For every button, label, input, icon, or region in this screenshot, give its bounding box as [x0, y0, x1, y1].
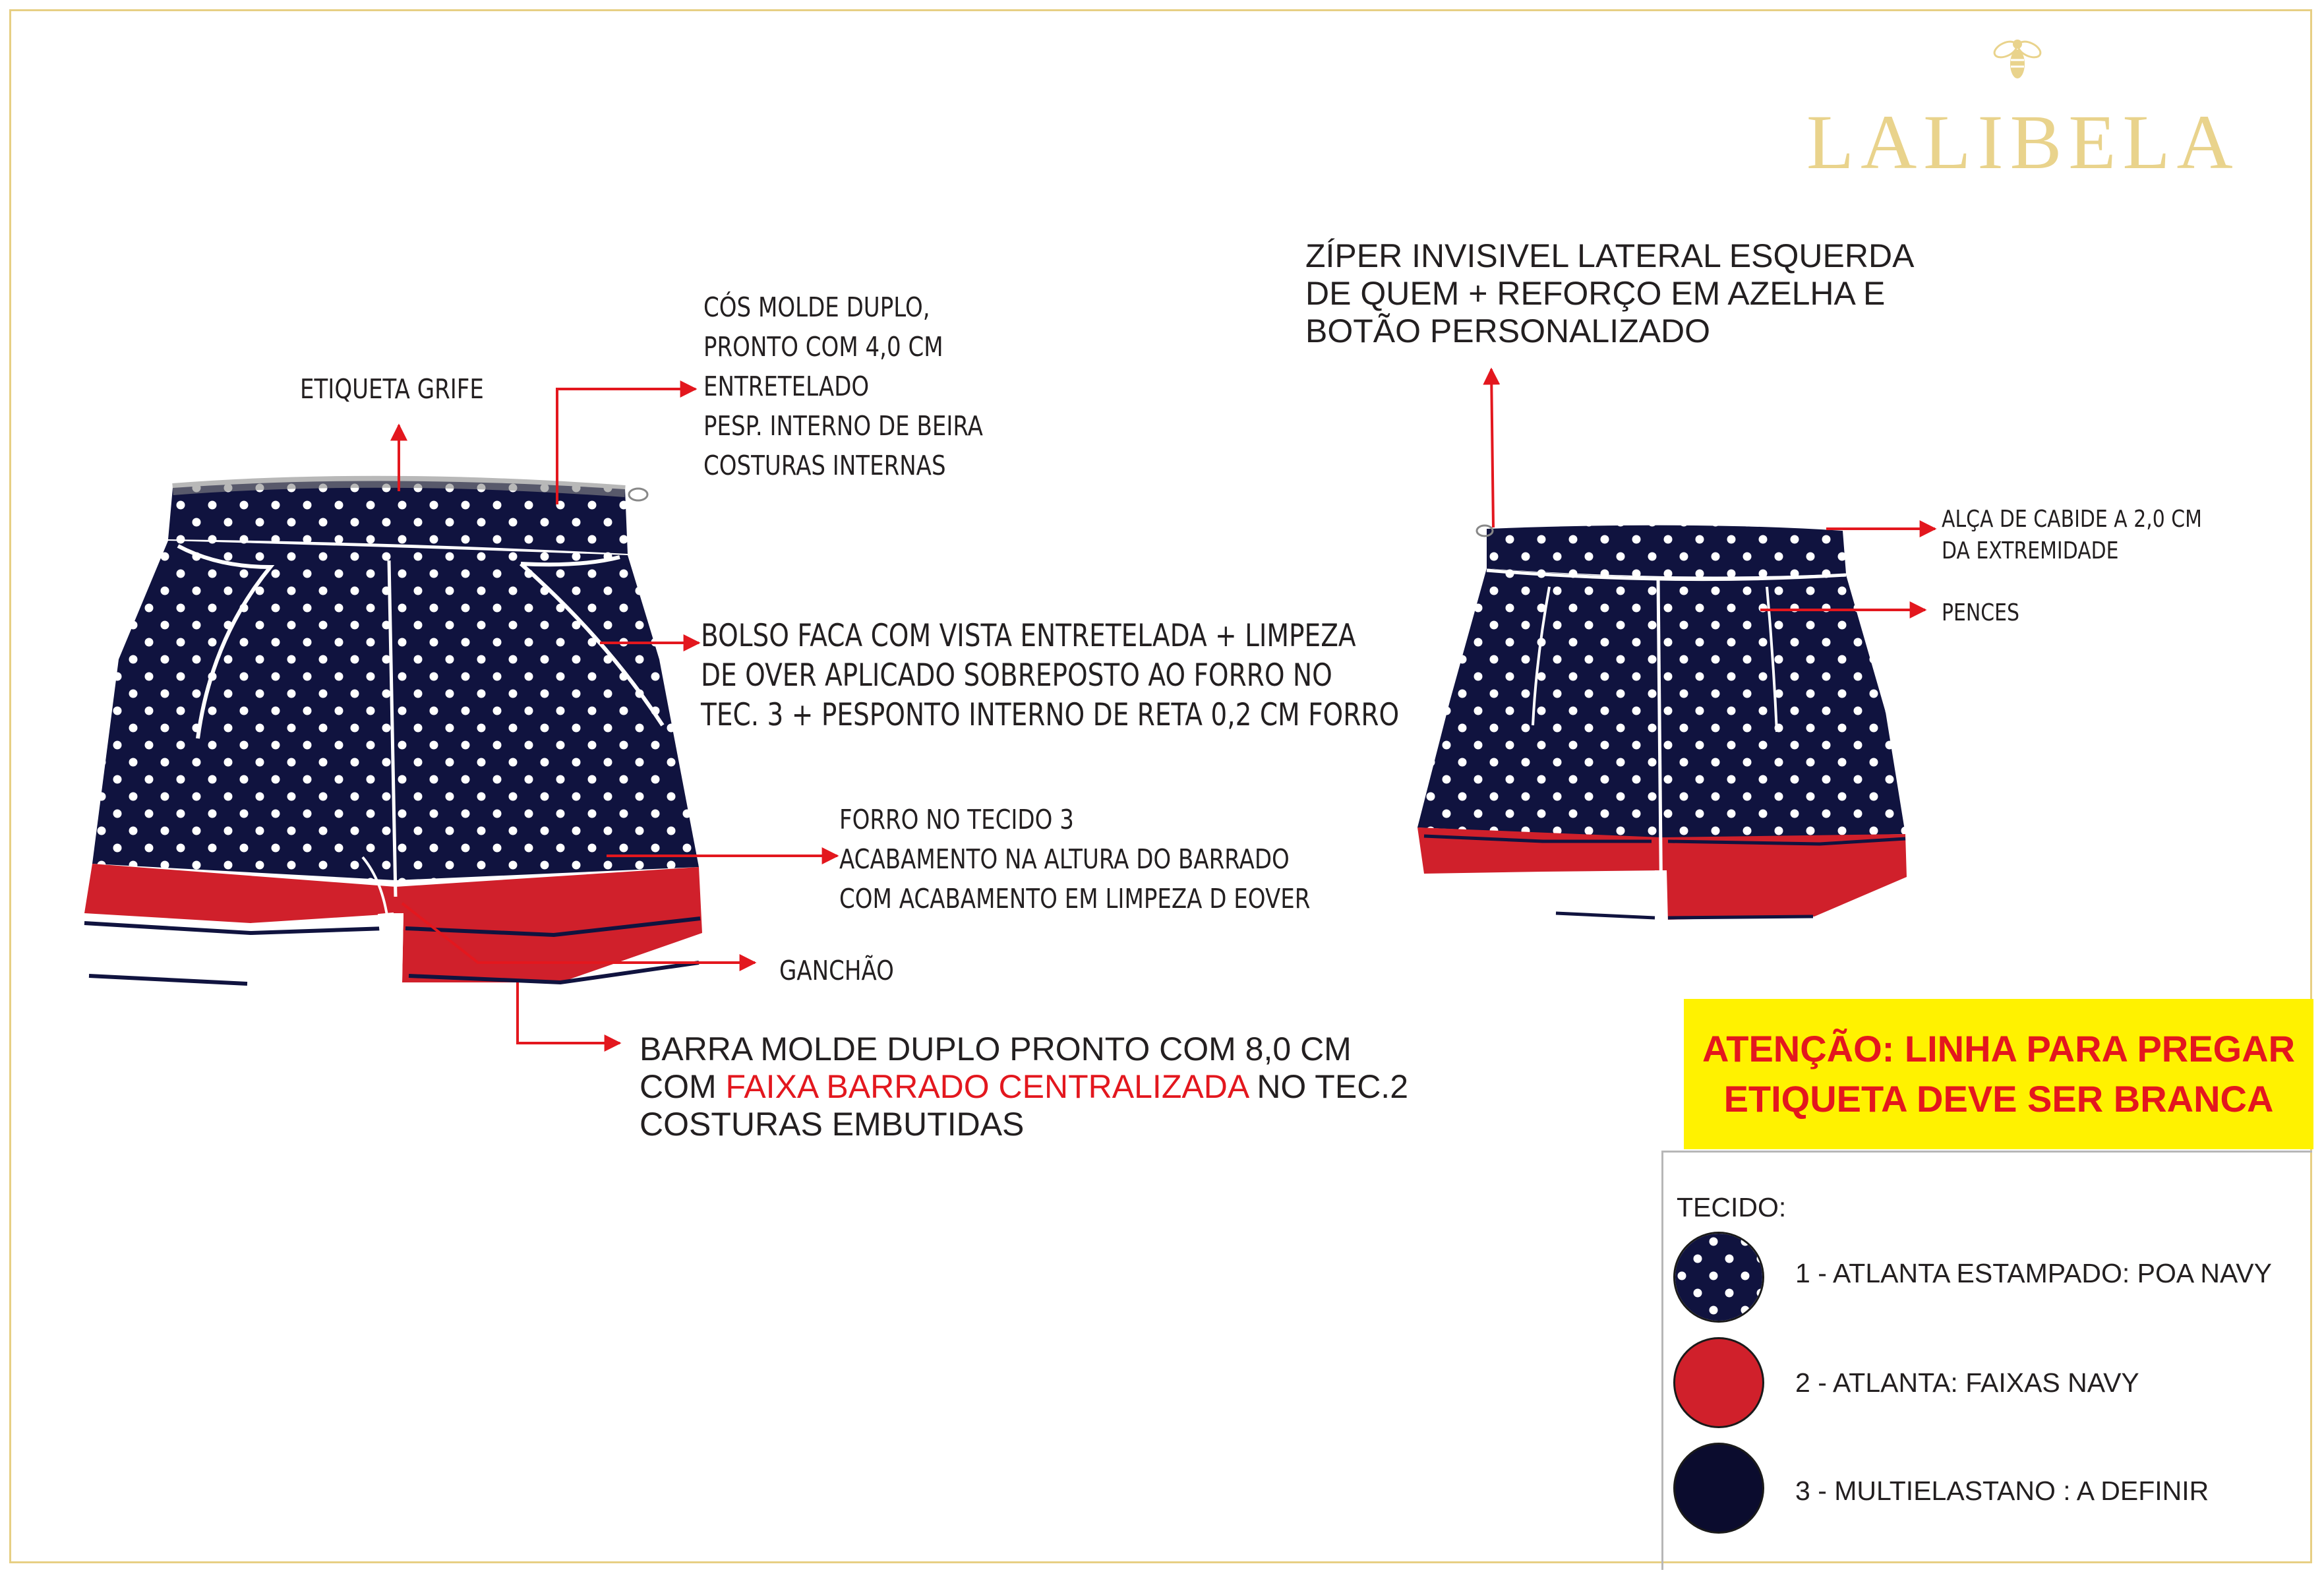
legend-item-3: 3 - MULTIELASTANO : A DEFINIR [1795, 1476, 2209, 1506]
label-ganchao: GANCHÃO [779, 955, 894, 986]
back-shorts-drawing [1417, 525, 1907, 923]
legend-item-1: 1 - ATLANTA ESTAMPADO: POA NAVY [1795, 1258, 2273, 1288]
label-barra-molde: BARRA MOLDE DUPLO PRONTO COM 8,0 CM COM FAIXA BARRADO CENTRALIZADA NO TEC.2 COSTURAS EMBUTIDAS [640, 1031, 1409, 1143]
label-pences: PENCES [1942, 599, 2019, 626]
label-etiqueta-grife: ETIQUETA GRIFE [300, 373, 484, 405]
red-swatch-icon [1673, 1337, 1764, 1428]
arrow-barra [518, 982, 620, 1043]
fabric-legend [1661, 1151, 2312, 1570]
label-cos-molde: CÓS MOLDE DUPLO, PRONTO COM 4,0 CM ENTRETELADO PESP. INTERNO DE BEIRA COSTURAS INTERNAS [703, 291, 983, 481]
back-waistband [1487, 525, 1846, 577]
legend-title: TECIDO: [1677, 1192, 1787, 1222]
polka-dot-swatch-icon [1673, 1232, 1764, 1323]
label-ziper: ZÍPER INVISIVEL LATERAL ESQUERDA DE QUEM + REFORÇO EM AZELHA E BOTÃO PERSONALIZADO [1305, 237, 1915, 349]
label-forro: FORRO NO TECIDO 3 ACABAMENTO NA ALTURA DO BARRADO COM ACABAMENTO EM LIMPEZA D EOVER [839, 804, 1311, 915]
label-alca-cabide: ALÇA DE CABIDE A 2,0 CM DA EXTREMIDADE [1942, 506, 2202, 564]
legend-item-2: 2 - ATLANTA: FAIXAS NAVY [1795, 1367, 2139, 1398]
brand-name: LALIBELA [1806, 99, 2240, 185]
front-shorts-drawing [84, 481, 702, 984]
attention-notice: ATENÇÃO: LINHA PARA PREGAR ETIQUETA DEVE SER BRANCA [1684, 999, 2313, 1149]
label-bolso-faca: BOLSO FACA COM VISTA ENTRETELADA + LIMPEZA DE OVER APLICADO SOBREPOSTO AO FORRO NO TEC. 3 + PESPONTO INTERNO DE RETA 0,2 CM FORRO [701, 618, 1400, 733]
highlight-faixa-barrado: FAIXA BARRADO CENTRALIZADA [725, 1068, 1248, 1105]
navy-swatch-icon [1673, 1443, 1764, 1534]
arrow-ziper [1491, 369, 1493, 527]
